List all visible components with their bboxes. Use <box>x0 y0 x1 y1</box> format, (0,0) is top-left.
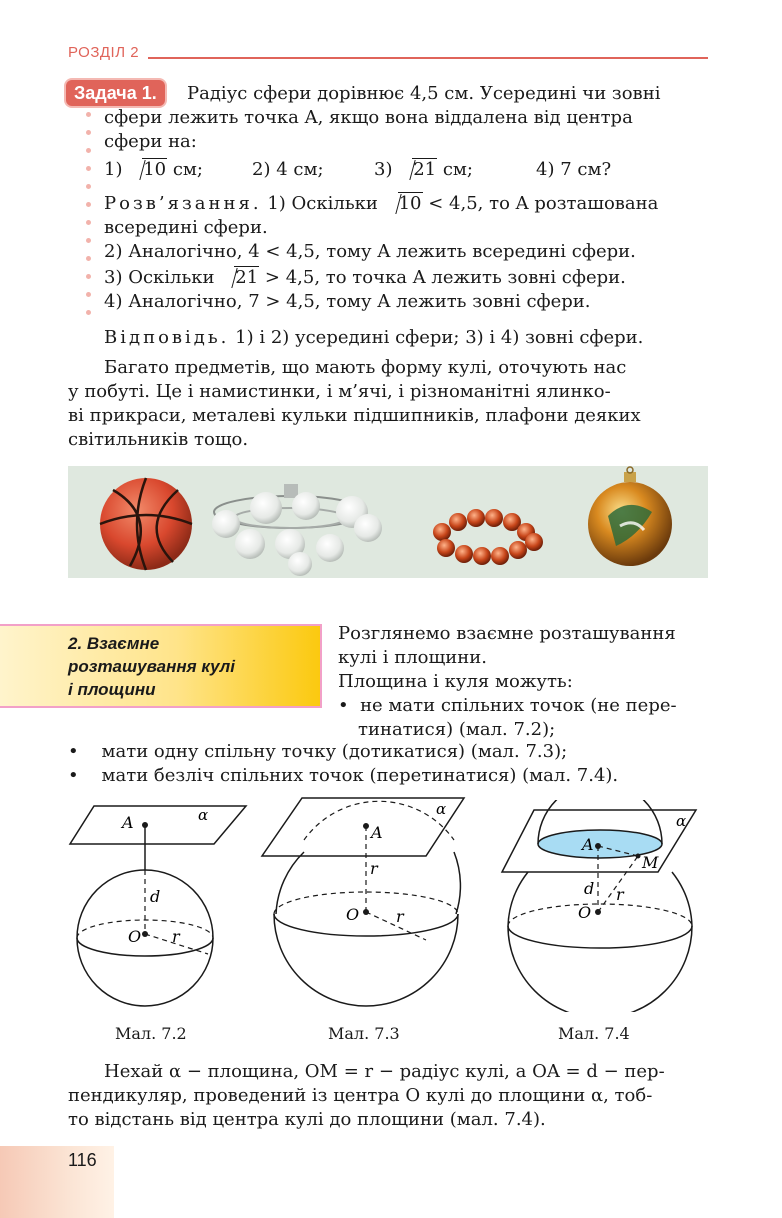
label-r: r <box>396 907 404 926</box>
topic-box <box>0 624 322 708</box>
label-A: A <box>122 813 134 832</box>
caption-7-2: Мал. 7.2 <box>115 1024 187 1043</box>
bead-bracelet-image <box>433 509 543 565</box>
christmas-ornament-image <box>588 467 672 566</box>
intro-line-2: кулі і площини. <box>338 647 487 668</box>
paragraph-2-line-2: пендикуляр, проведений із центра O кулі до площини α, тоб- <box>68 1085 653 1106</box>
page-number-band <box>0 1146 114 1218</box>
center-O <box>595 909 601 915</box>
chandelier-image <box>212 484 382 576</box>
plane-alpha <box>262 798 464 856</box>
intro-line-1: Розглянемо взаємне розташування <box>338 623 676 644</box>
option-4: 4) 7 см? <box>536 159 612 180</box>
figure-7-2 <box>62 798 248 1010</box>
label-d: d <box>584 879 595 898</box>
label-alpha: α <box>676 812 687 830</box>
label-alpha: α <box>436 800 447 818</box>
label-A: A <box>582 835 594 854</box>
paragraph-2-line-1: Нехай α − площина, OM = r − радіус кулі, а OA = d − пер- <box>104 1061 665 1082</box>
label-r: r <box>616 885 624 904</box>
paragraph-1-line-3: ві прикраси, металеві кульки підшипників, плафони деяких <box>68 405 641 426</box>
bullet-1: • не мати спільних точок (не пере- <box>338 695 677 716</box>
figure-7-3 <box>258 794 470 1016</box>
basketball-image <box>100 478 192 570</box>
label-M: M <box>642 853 659 872</box>
plane-alpha <box>70 806 246 844</box>
paragraph-1-line-2: у побуті. Це і намистинки, і м’ячі, і різноманітні ялинко- <box>68 381 611 402</box>
topic-line-1: 2. Взаємне <box>68 634 160 653</box>
caption-7-3: Мал. 7.3 <box>328 1024 400 1043</box>
label-A: A <box>371 823 383 842</box>
photo-illustrations <box>68 466 708 578</box>
paragraph-1-line-1: Багато предметів, що мають форму кулі, оточують нас <box>104 357 627 378</box>
photo-band <box>68 466 708 578</box>
task-line-2: сфери лежить точка A, якщо вона віддалена від центра <box>104 107 633 128</box>
label-r-vertical: r <box>370 859 378 878</box>
label-r: r <box>172 927 180 946</box>
solution-line-5: 4) Аналогічно, 7 > 4,5, тому A лежить зовні сфери. <box>104 291 591 312</box>
section-divider <box>148 57 708 59</box>
task-line-1: Радіус сфери дорівнює 4,5 см. Усередині чи зовні <box>187 83 661 104</box>
label-d: d <box>150 887 161 906</box>
bullet-3: • мати безліч спільних точок (перетинатися) (мал. 7.4). <box>68 765 619 786</box>
option-1: 1) 10 см; <box>104 159 203 180</box>
figure-7-4 <box>498 800 702 1012</box>
label-O: O <box>346 905 360 924</box>
option-2: 2) 4 см; <box>252 159 324 180</box>
paragraph-2-line-3: то відстань від центра кулі до площини (мал. 7.4). <box>68 1109 546 1130</box>
solution-line-2: всередині сфери. <box>104 217 268 238</box>
page-number: 116 <box>68 1150 97 1170</box>
label-alpha: α <box>198 806 209 824</box>
task-badge: Задача 1. <box>66 80 165 106</box>
answer-line: Відповідь. 1) і 2) усередині сфери; 3) і 4) зовні сфери. <box>104 327 644 348</box>
task-line-3: сфери на: <box>104 131 197 152</box>
intro-line-3: Площина і куля можуть: <box>338 671 573 692</box>
caption-7-4: Мал. 7.4 <box>558 1024 630 1043</box>
solution-line-3: 2) Аналогічно, 4 < 4,5, тому A лежить всередині сфери. <box>104 241 636 262</box>
bullet-1-cont: тинатися) (мал. 7.2); <box>358 719 556 740</box>
topic-line-2: розташування кулі <box>68 657 235 676</box>
topic-line-3: і площини <box>68 680 156 699</box>
label-O: O <box>578 903 592 922</box>
label-O: O <box>128 927 142 946</box>
bullet-2: • мати одну спільну точку (дотикатися) (мал. 7.3); <box>68 741 568 762</box>
solution-line-4: 3) Оскільки 21 > 4,5, то точка A лежить зовні сфери. <box>104 267 626 288</box>
solution-line-1: Розв’язання. 1) Оскільки 10 < 4,5, то A розташована <box>104 193 659 214</box>
section-label: РОЗДІЛ 2 <box>68 44 140 61</box>
option-3: 3) 21 см; <box>374 159 473 180</box>
paragraph-1-line-4: світильників тощо. <box>68 429 249 450</box>
task-dots-decoration <box>86 112 90 328</box>
